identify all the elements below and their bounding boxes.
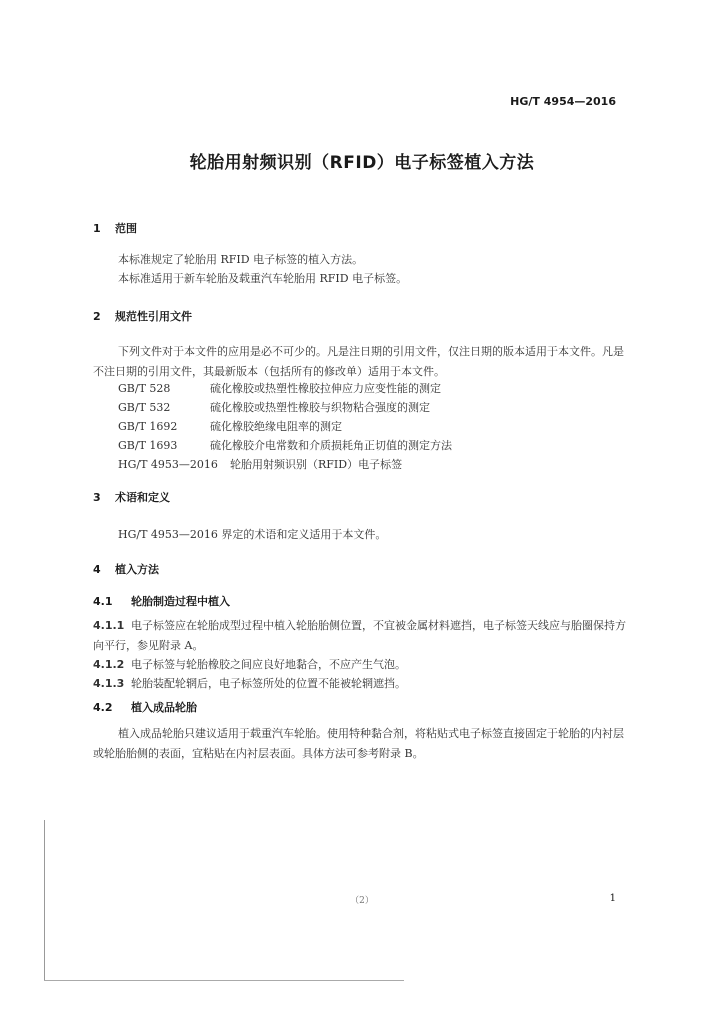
subsection-title: 轮胎制造过程中植入 <box>131 595 230 608</box>
section-number: 1 <box>93 222 101 235</box>
reference-title: 硫化橡胶或热塑性橡胶拉伸应力应变性能的测定 <box>210 382 441 395</box>
section-2-heading <box>93 308 192 324</box>
section-title: 规范性引用文件 <box>115 310 192 323</box>
standard-code: HG/T 4954—2016 <box>510 95 616 108</box>
section-3-text: HG/T 4953—2016 界定的术语和定义适用于本文件。 <box>118 528 387 541</box>
section-number: 3 <box>93 491 101 504</box>
subsection-title: 植入成品轮胎 <box>131 701 197 714</box>
reference-item <box>118 437 452 453</box>
subsection-number: 4.1 <box>93 595 113 608</box>
reference-item <box>118 399 430 415</box>
section-1-paragraph: 本标准适用于新车轮胎及载重汽车轮胎用 RFID 电子标签。 <box>118 272 408 285</box>
section-number: 4 <box>93 563 101 576</box>
reference-code: GB/T 532 <box>118 401 171 414</box>
clause-4-1-3 <box>93 675 406 691</box>
section-number: 2 <box>93 310 101 323</box>
reference-item <box>118 418 342 434</box>
clause-number: 4.1.3 <box>93 677 125 690</box>
reference-title: 硫化橡胶或热塑性橡胶与织物粘合强度的测定 <box>210 401 430 414</box>
clause-4-1-1 <box>93 616 628 656</box>
document-title: 轮胎用射频识别（RFID）电子标签植入方法 <box>189 153 535 173</box>
section-title: 植入方法 <box>115 563 159 576</box>
clause-text: 电子标签与轮胎橡胶之间应良好地黏合，不应产生气泡。 <box>131 658 406 671</box>
section-2-intro: 下列文件对于本文件的应用是必不可少的。凡是注日期的引用文件，仅注日期的版本适用于本文件。凡是不注日期的引用文件，其最新版本（包括所有的修改单）适用于本文件。 <box>93 345 624 378</box>
reference-item <box>118 380 441 396</box>
reference-code: GB/T 1693 <box>118 439 178 452</box>
reference-code: GB/T 528 <box>118 382 171 395</box>
reference-title: 硫化橡胶介电常数和介质损耗角正切值的测定方法 <box>210 439 452 452</box>
page-marker: （2） <box>350 896 374 906</box>
scan-bottom-line <box>44 980 404 981</box>
subsection-4-2-heading <box>93 699 197 715</box>
section-3-heading <box>93 489 170 505</box>
reference-title: 硫化橡胶绝缘电阻率的测定 <box>210 420 342 433</box>
reference-item <box>118 456 402 472</box>
clause-4-1-2 <box>93 656 406 672</box>
subsection-4-1-heading <box>93 593 230 609</box>
section-4-heading <box>93 561 159 577</box>
section-1-paragraph: 本标准规定了轮胎用 RFID 电子标签的植入方法。 <box>118 253 364 266</box>
reference-code: HG/T 4953—2016 <box>118 458 218 471</box>
subsection-4-2-text: 植入成品轮胎只建议适用于载重汽车轮胎。使用特种黏合剂，将粘贴式电子标签直接固定于轮胎的内衬层或轮胎胎侧的表面，宜粘贴在内衬层表面。具体方法可参考附录 B。 <box>93 727 624 760</box>
clause-text: 轮胎装配轮辋后，电子标签所处的位置不能被轮辋遮挡。 <box>131 677 406 690</box>
section-title: 范围 <box>115 222 137 235</box>
clause-number: 4.1.1 <box>93 619 125 632</box>
scan-edge-line <box>44 820 45 980</box>
section-1-heading <box>93 220 137 236</box>
subsection-number: 4.2 <box>93 701 113 714</box>
reference-title: 轮胎用射频识别（RFID）电子标签 <box>230 458 403 471</box>
section-title: 术语和定义 <box>115 491 170 504</box>
page-number: 1 <box>609 893 616 904</box>
clause-text: 电子标签应在轮胎成型过程中植入轮胎胎侧位置，不宜被金属材料遮挡，电子标签天线应与胎圈保持方向平行，参见附录 A。 <box>93 619 626 652</box>
clause-number: 4.1.2 <box>93 658 125 671</box>
reference-code: GB/T 1692 <box>118 420 178 433</box>
